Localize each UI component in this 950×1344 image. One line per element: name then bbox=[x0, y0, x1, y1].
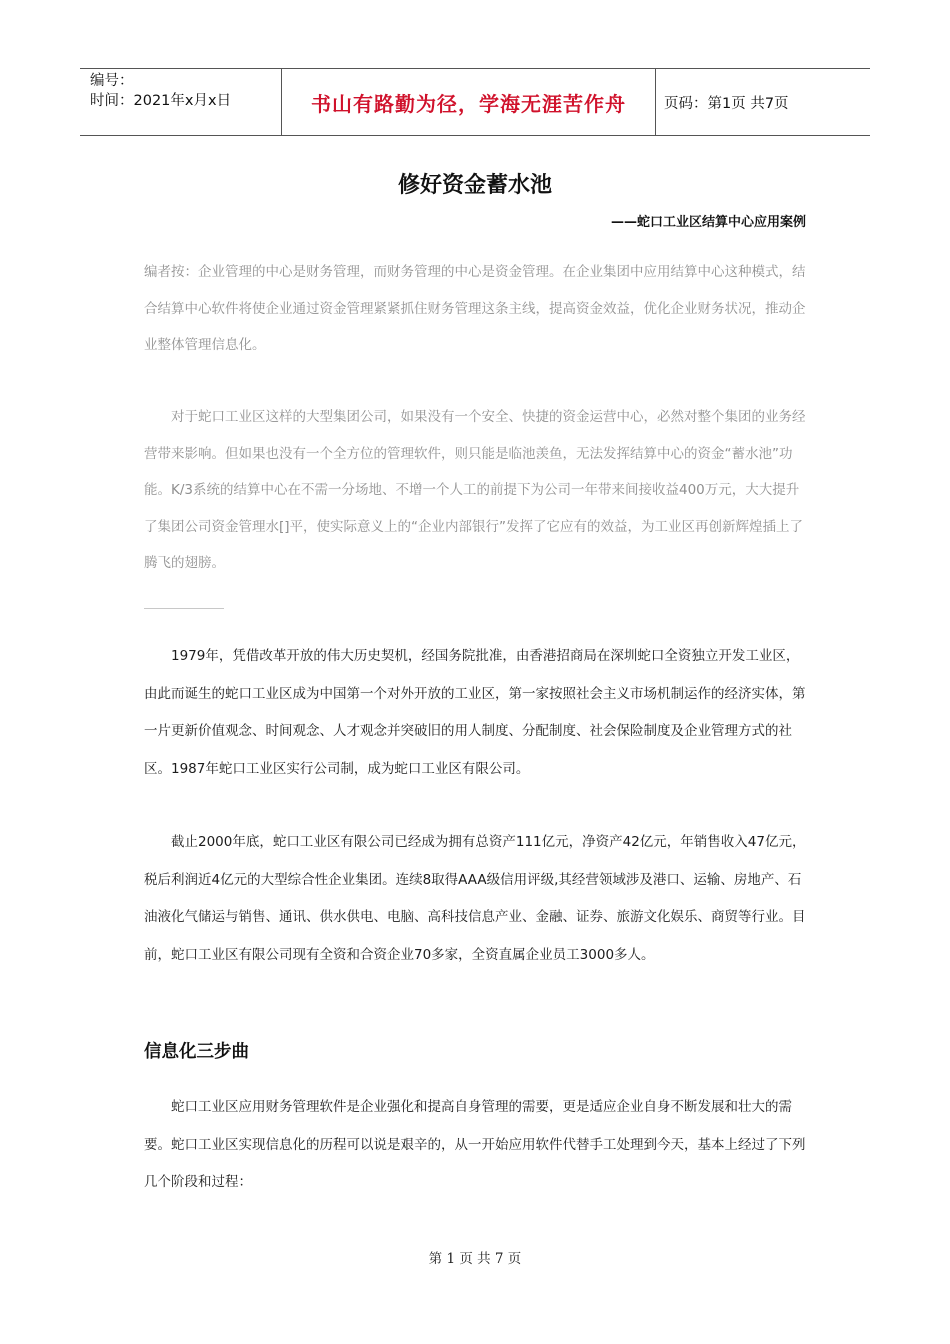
section-heading: 信息化三步曲 bbox=[144, 1042, 249, 1062]
article-title: 修好资金蓄水池 bbox=[397, 173, 552, 198]
intro-paragraph: 对于蛇口工业区这样的大型集团公司，如果没有一个安全、快捷的资金运营中心，必然对整个集团的业务经营带来影响。但如果也没有一个全方位的管理软件，则只能是临池羡鱼，无法发挥结算中心的资金“蓄水池”功能。K/3系统的结算中心在不需一分场地、不增一个人工的前提下为公司一年带来间接收益400万元，大大提升了集团公司资金管理水[]平，使实际意义上的“企业内部银行”发挥了它应有的效益，为工业区再创新辉煌插上了腾飞的翅膀。 bbox=[144, 409, 806, 571]
header-meta bbox=[80, 69, 281, 135]
divider bbox=[144, 608, 224, 609]
body-paragraph-history: 1979年，凭借改革开放的伟大历史契机，经国务院批准，由香港招商局在深圳蛇口全资独立开发工业区，由此而诞生的蛇口工业区成为中国第一个对外开放的工业区，第一家按照社会主义市场机制运作的经济实体，第一片更新价值观念、时间观念、人才观念并突破旧的用人制度、分配制度、社会保险制度及企业管理方式的社区。1987年蛇口工业区实行公司制，成为蛇口工业区有限公司。 bbox=[144, 648, 806, 777]
header-motto: 书山有路勤为径，学海无涯苦作舟 bbox=[281, 69, 656, 135]
article-subtitle: ——蛇口工业区结算中心应用案例 bbox=[610, 215, 806, 230]
page-footer: 第 1 页 共 7 页 bbox=[428, 1251, 522, 1267]
header-page-label: 页码：第1页 共7页 bbox=[664, 95, 789, 112]
section-paragraph: 蛇口工业区应用财务管理软件是企业强化和提高自身管理的需要，更是适应企业自身不断发展和壮大的需要。蛇口工业区实现信息化的历程可以说是艰辛的，从一开始应用软件代替手工处理到今天，基本上经过了下列几个阶段和过程： bbox=[144, 1099, 806, 1190]
editor-note: 编者按：企业管理的中心是财务管理，而财务管理的中心是资金管理。在企业集团中应用结算中心这种模式，结合结算中心软件将使企业通过资金管理紧紧抓住财务管理这条主线，提高资金效益，优化企业财务状况，推动企业整体管理信息化。 bbox=[144, 264, 806, 353]
document-header bbox=[80, 68, 870, 136]
date-label: 时间：2021年x月x日 bbox=[90, 93, 232, 109]
number-label: 编号： bbox=[90, 73, 134, 89]
body-paragraph-scale: 截止2000年底，蛇口工业区有限公司已经成为拥有总资产111亿元，净资产42亿元，年销售收入47亿元，税后利润近4亿元的大型综合性企业集团。连续8取得AAA级信用评级,其经营领域涉及港口、运输、房地产、石油液化气储运与销售、通讯、供水供电、电脑、高科技信息产业、金融、证券、旅游文化娱乐、商贸等行业。目前，蛇口工业区有限公司现有全资和合资企业70多家，全资直属企业员工3000多人。 bbox=[144, 834, 806, 963]
